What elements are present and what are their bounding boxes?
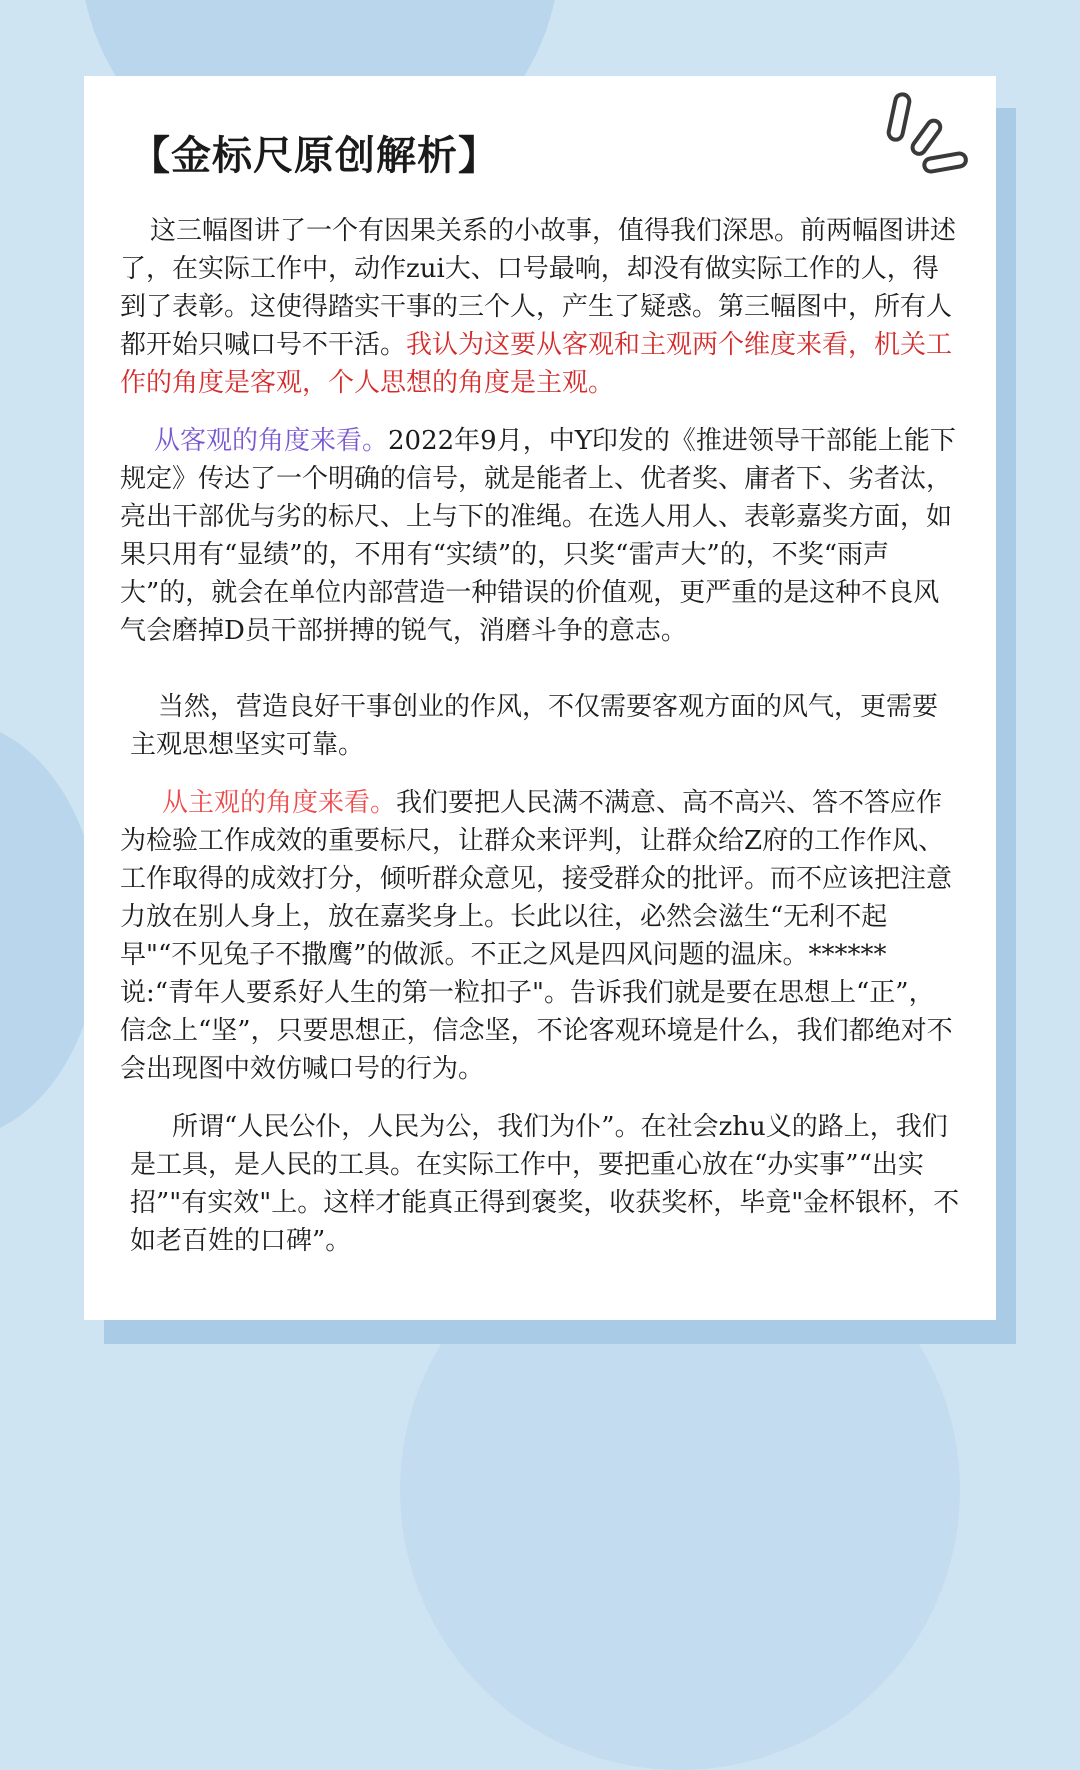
pencil-strokes-icon [884, 82, 974, 178]
paragraph-intro-text: 这三幅图讲了一个有因果关系的小故事，值得我们深思。前两幅图讲述了，在实际工作中，动作zui大、口号最响，却没有做实际工作的人，得到了表彰。这使得踏实干事的三个人，产生了疑惑。第三幅图中，所有人都开始只喊口号不干活。 [120, 216, 957, 360]
paragraph-intro-highlight: 我认为这要从客观和主观两个维度来看，机关工作的角度是客观，个人思想的角度是主观。 [120, 330, 953, 398]
paragraph-objective [120, 422, 960, 650]
article-card [84, 76, 996, 1320]
paragraph-transition [120, 688, 960, 764]
paragraph-objective-text: 2022年9月，中Y印发的《推进领导干部能上能下规定》传达了一个明确的信号，就是能者上、优者奖、庸者下、劣者汰，亮出干部优与劣的标尺、上与下的准绳。在选人用人、表彰嘉奖方面，如果只用有“显绩”的，不用有“实绩”的，只奖“雷声大”的，不奖“雨声大”的，就会在单位内部营造一种错误的价值观，更严重的是这种不良风气会磨掉D员干部拼搏的锐气，消磨斗争的意志。 [120, 426, 956, 646]
objective-heading: 从客观的角度来看。 [154, 426, 389, 456]
page-title: 【金标尺原创解析】 [130, 133, 499, 179]
article-body [120, 212, 960, 1260]
subjective-heading: 从主观的角度来看。 [162, 788, 397, 818]
paragraph-conclusion [120, 1108, 960, 1260]
paragraph-subjective [120, 784, 960, 1088]
paragraph-intro [120, 212, 960, 402]
paragraph-transition-text: 当然，营造良好干事创业的作风，不仅需要客观方面的风气，更需要主观思想坚实可靠。 [130, 692, 939, 760]
paragraph-subjective-text: 我们要把人民满不满意、高不高兴、答不答应作为检验工作成效的重要标尺，让群众来评判，让群众给Z府的工作作风、工作取得的成效打分，倾听群众意见，接受群众的批评。而不应该把注意力放在别人身上，放在嘉奖身上。长此以往，必然会滋生“无利不起早"“不见兔子不撒鹰”的做派。不正之风是四风问题的温床。******说:“青年人要系好人生的第一粒扣子"。告诉我们就是要在思想上“正”，信念上“坚”，只要思想正，信念坚，不论客观环境是什么，我们都绝对不会出现图中效仿喊口号的行为。 [120, 788, 953, 1084]
paragraph-conclusion-text: 所谓“人民公仆，人民为公，我们为仆”。在社会zhu义的路上，我们是工具，是人民的工具。在实际工作中，要把重心放在“办实事”“出实招”"有实效"上。这样才能真正得到褒奖，收获奖杯，毕竟"金杯银杯，不如老百姓的口碑”。 [130, 1112, 960, 1256]
